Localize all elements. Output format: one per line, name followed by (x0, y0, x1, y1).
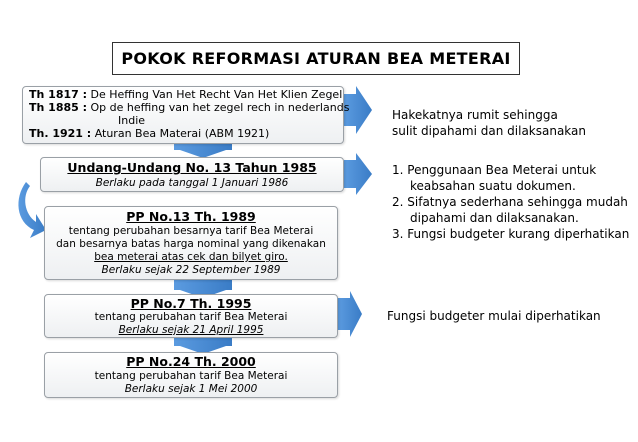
law-heading: PP No.13 Th. 1989 (126, 209, 256, 224)
note-point-3: 3. Fungsi budgeter kurang diperhatikan (392, 227, 630, 241)
history-year: Th 1817 : (29, 88, 88, 101)
note-hakekat-1: Hakekatnya rumit sehingga (392, 108, 558, 122)
law-heading: PP No.7 Th. 1995 (130, 296, 252, 311)
law-box-uu-13-1985 (40, 157, 344, 192)
law-description: dan besarnya batas harga nominal yang dikenakan (56, 238, 326, 250)
arrow-right-3 (338, 291, 362, 337)
law-effective-date: Berlaku pada tanggal 1 Januari 1986 (95, 177, 289, 189)
law-box-pp-24-2000 (44, 352, 338, 398)
note-point-1-cont: keabsahan suatu dokumen. (410, 179, 576, 193)
note-fungsi-budgeter: Fungsi budgeter mulai diperhatikan (387, 309, 601, 323)
law-description: tentang perubahan tarif Bea Meterai (94, 370, 288, 382)
law-box-pp-13-1989 (44, 206, 338, 280)
history-text: Op de heffing van het zegel rech in nederlands (90, 101, 350, 114)
history-year: Th 1885 : (29, 101, 88, 114)
law-description: tentang perubahan tarif Bea Meterai (94, 311, 288, 323)
law-effective-date: Berlaku sejak 1 Mei 2000 (124, 383, 258, 395)
history-text: Indie (118, 114, 146, 127)
note-point-2: 2. Sifatnya sederhana sehingga mudah (392, 195, 628, 209)
history-row-1921 (29, 127, 269, 140)
history-box (22, 86, 350, 144)
law-heading: PP No.24 Th. 2000 (126, 354, 256, 369)
arrow-right-2 (344, 153, 372, 195)
arrow-down-1 (174, 142, 232, 158)
history-row-1817 (29, 88, 342, 101)
note-point-1: 1. Penggunaan Bea Meterai untuk (392, 163, 597, 177)
law-heading: Undang-Undang No. 13 Tahun 1985 (67, 160, 317, 175)
page-title: POKOK REFORMASI ATURAN BEA METERAI (112, 42, 520, 75)
law-description: bea meterai atas cek dan bilyet giro. (94, 251, 288, 263)
note-hakekat-2: sulit dipahami dan dilaksanakan (392, 124, 587, 138)
note-point-2-cont: dipahami dan dilaksanakan. (410, 211, 579, 225)
law-description: tentang perubahan besarnya tarif Bea Meterai (68, 225, 314, 237)
history-text: De Heffing Van Het Recht Van Het Klien Zegel (90, 88, 343, 101)
law-effective-date: Berlaku sejak 21 April 1995 (118, 324, 264, 336)
history-row-1885-cont (118, 114, 145, 127)
law-box-pp-7-1995 (44, 294, 338, 338)
history-row-1885 (29, 101, 349, 114)
history-text: Aturan Bea Materai (ABM 1921) (94, 127, 270, 140)
law-effective-date: Berlaku sejak 22 September 1989 (101, 264, 281, 276)
history-year: Th. 1921 : (29, 127, 92, 140)
